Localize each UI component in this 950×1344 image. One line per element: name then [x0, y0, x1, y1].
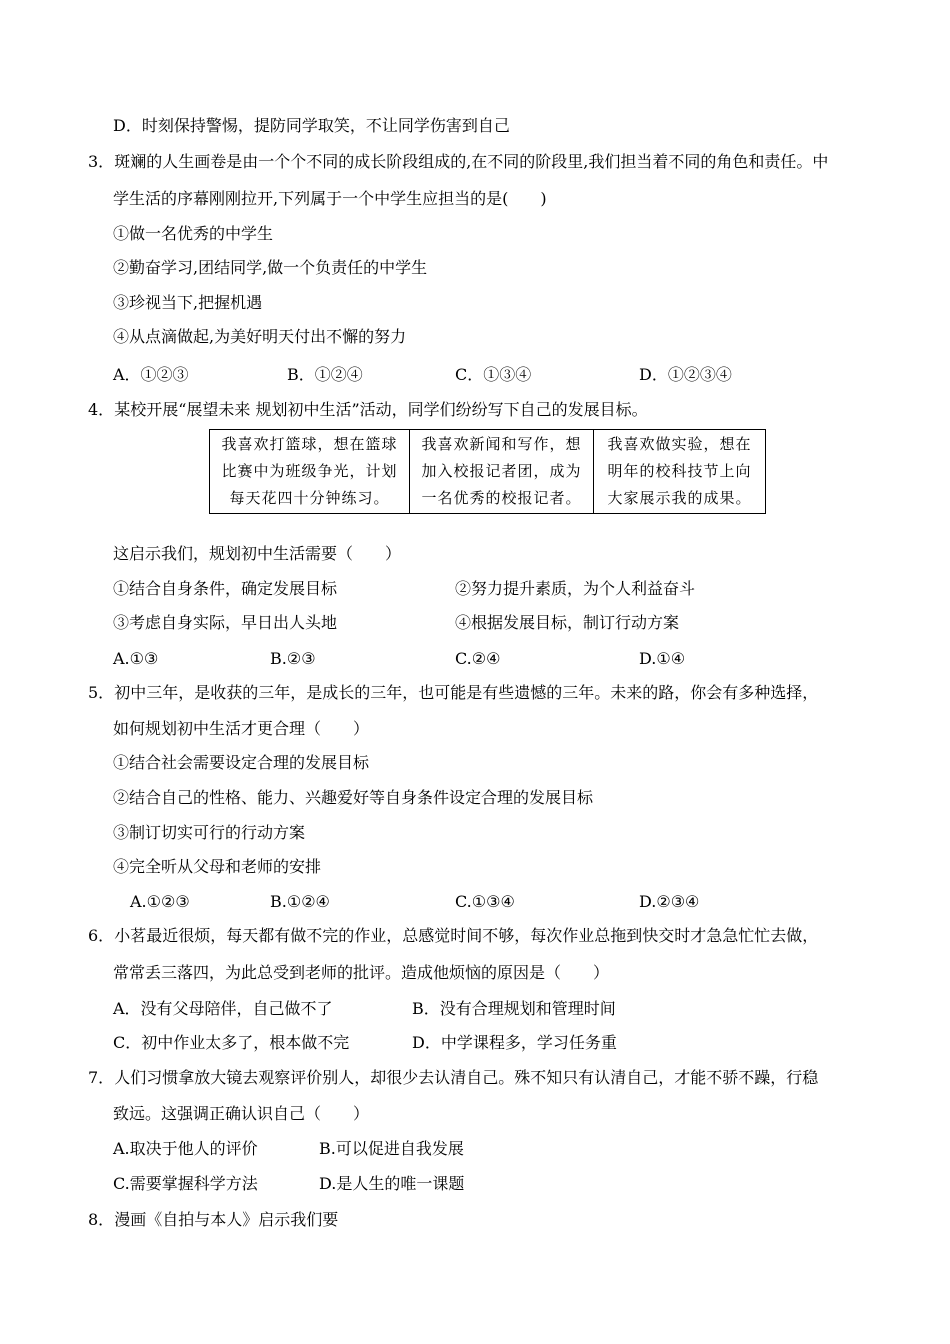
q3-number: 3． — [88, 152, 115, 171]
q4-stem: 4．某校开展“展望未来 规划初中生活”活动，同学们纷纷写下自己的发展目标。 — [88, 400, 648, 419]
q4-item-2: ②努力提升素质，为个人利益奋斗 — [455, 579, 696, 598]
q3-item-2: ②勤奋学习,团结同学,做一个负责任的中学生 — [113, 258, 428, 277]
q7-option-d: D.是人生的唯一课题 — [319, 1174, 465, 1193]
q5-option-a: A.①②③ — [130, 892, 190, 911]
q3-option-c: C．①③④ — [455, 365, 532, 384]
q2-option-d: D．时刻保持警惕，提防同学取笑，不让同学伤害到自己 — [113, 116, 510, 135]
q4-prompt: 这启示我们，规划初中生活需要（ ） — [113, 544, 402, 563]
q5-item-3: ③制订切实可行的行动方案 — [113, 823, 306, 842]
q4-goal-box-experiment: 我喜欢做实验，想在 明年的校科技节上向 大家展示我的成果。 — [594, 430, 766, 514]
q3-option-b: B．①②④ — [287, 365, 363, 384]
q4-option-d: D.①④ — [639, 649, 686, 668]
q4-item-1: ①结合自身条件，确定发展目标 — [113, 579, 338, 598]
q6-number: 6． — [88, 926, 115, 945]
q4-item-3: ③考虑自身实际，早日出人头地 — [113, 613, 338, 632]
q6-option-a: A．没有父母陪伴，自己做不了 — [113, 999, 333, 1018]
q4-option-b: B.②③ — [270, 649, 316, 668]
q3-stem-line1: 3．斑斓的人生画卷是由一个个不同的成长阶段组成的,在不同的阶段里,我们担当着不同的角色和责任。中 — [88, 152, 829, 171]
q6-option-c: C．初中作业太多了，根本做不完 — [113, 1033, 350, 1052]
q7-option-a: A.取决于他人的评价 — [113, 1139, 258, 1158]
q5-item-2: ②结合自己的性格、能力、兴趣爱好等自身条件设定合理的发展目标 — [113, 788, 594, 807]
q7-stem-line1: 7．人们习惯拿放大镜去观察评价别人，却很少去认清自己。殊不知只有认清自己，才能不骄不躁，行稳 — [88, 1068, 819, 1087]
q4-item-4: ④根据发展目标，制订行动方案 — [455, 613, 680, 632]
q3-item-1: ①做一名优秀的中学生 — [113, 224, 274, 243]
q6-option-d: D．中学课程多，学习任务重 — [412, 1033, 617, 1052]
q8-number: 8． — [88, 1210, 115, 1229]
q4-goal-box-journalism: 我喜欢新闻和写作，想 加入校报记者团，成为 一名优秀的校报记者。 — [410, 430, 594, 514]
q7-option-c: C.需要掌握科学方法 — [113, 1174, 258, 1193]
q3-item-3: ③珍视当下,把握机遇 — [113, 293, 263, 312]
q4-goal-box-basketball: 我喜欢打篮球，想在篮球 比赛中为班级争光，计划 每天花四十分钟练习。 — [210, 430, 410, 514]
q7-option-b: B.可以促进自我发展 — [319, 1139, 464, 1158]
q4-goal-table — [209, 429, 766, 514]
q5-stem-line1: 5．初中三年，是收获的三年，是成长的三年，也可能是有些遗憾的三年。未来的路，你会有多种选择， — [88, 683, 819, 702]
q5-option-b: B.①②④ — [270, 892, 330, 911]
q6-stem-line1: 6．小茗最近很烦，每天都有做不完的作业，总感觉时间不够，每次作业总拖到快交时才急急忙忙去做， — [88, 926, 819, 945]
q8-stem: 8．漫画《自拍与本人》启示我们要 — [88, 1210, 339, 1229]
q4-option-a: A.①③ — [113, 649, 159, 668]
q3-option-d: D．①②③④ — [639, 365, 732, 384]
q5-item-1: ①结合社会需要设定合理的发展目标 — [113, 753, 370, 772]
q5-option-d: D.②③④ — [639, 892, 700, 911]
q6-option-b: B．没有合理规划和管理时间 — [412, 999, 616, 1018]
q7-number: 7． — [88, 1068, 115, 1087]
q3-stem-line2: 学生活的序幕刚刚拉开,下列属于一个中学生应担当的是( ) — [113, 189, 547, 208]
q7-stem-line2: 致远。这强调正确认识自己（ ） — [113, 1104, 370, 1123]
q3-item-4: ④从点滴做起,为美好明天付出不懈的努力 — [113, 327, 407, 346]
q4-number: 4． — [88, 400, 115, 419]
q6-stem-line2: 常常丢三落四，为此总受到老师的批评。造成他烦恼的原因是（ ） — [113, 963, 610, 982]
q3-option-a: A．①②③ — [113, 365, 189, 384]
q5-item-4: ④完全听从父母和老师的安排 — [113, 857, 322, 876]
q4-option-c: C.②④ — [455, 649, 501, 668]
q5-option-c: C.①③④ — [455, 892, 515, 911]
q5-stem-line2: 如何规划初中生活才更合理（ ） — [113, 719, 370, 738]
q5-number: 5． — [88, 683, 115, 702]
